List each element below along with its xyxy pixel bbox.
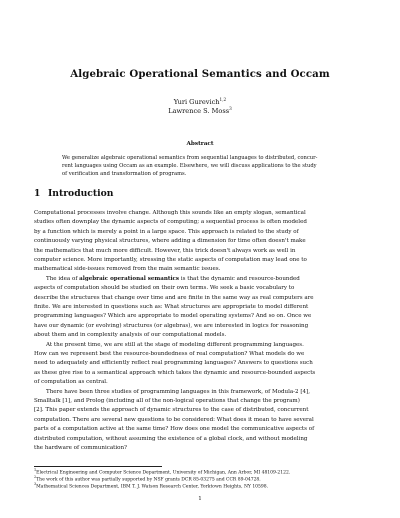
author-2-affiliation-mark: 3: [229, 105, 232, 111]
body-line: distributed computation, without assuming the existence of a global clock, and without modeling: [34, 435, 308, 442]
body-line: programming languages? Which are appropriate to model operating systems? And so on. Once we: [34, 313, 312, 320]
body-line: have our dynamic (or evolving) structures (or algebras), we are interested in logics for reasoning: [34, 322, 309, 329]
body-line: computer science. More importantly, stressing the static aspects of computation may lead one to: [34, 257, 307, 263]
body-line: studies often downplay the dynamic aspects of computing; a sequential process is often modeled: [34, 219, 307, 226]
footnote-text: The work of this author was partially supported by NSF grants DCR 85-03275 and CCR 89-04728.: [36, 477, 261, 483]
body-line: finite. We are interested in questions such as: What structures are appropriate to model different: [34, 304, 309, 310]
body-line: computation. There are several new questions to be considered: What does it mean to have several: [34, 416, 314, 423]
footnote: [34, 484, 268, 490]
page-number: 1: [198, 496, 202, 502]
footnote-rule: [34, 466, 162, 467]
body-line: [46, 277, 300, 283]
body-line: the mathematics that much more difficult. However, this trick doesn't always work as well in: [34, 247, 296, 254]
body-line: parts of a computation active at the same time? How does one model the communicative aspects of: [34, 426, 315, 433]
body-line: How can we represent best the resource-boundedness of real computation? What models do we: [34, 351, 305, 357]
body-line: by a function which is merely a point in a large space. This approach is related to the study of: [34, 228, 299, 235]
section-heading: [34, 188, 113, 199]
body-line: [2]. This paper extends the approach of dynamic structures to the case of distributed, concurrent: [34, 407, 309, 414]
footnote-text: Mathematical Sciences Department, IBM T. J. Watson Research Center, Yorktown Heights, NY 10598.: [36, 484, 269, 490]
author-1-affiliation-mark: 1,2: [219, 96, 227, 102]
key-term: algebraic operational semantics: [79, 275, 180, 282]
body-line: There have been three studies of programming languages in this framework, of Modula-2 [4],: [46, 388, 310, 395]
body-line: Computational processes involve change. Although this sounds like an empty slogan, semantical: [34, 210, 306, 216]
author-2-name: Lawrence S. Moss: [168, 107, 230, 115]
author-2: [0, 107, 400, 115]
body-line: about them and in complexity analysis of our computational models.: [34, 332, 227, 339]
abstract-line: rent languages using Occam as an example. Elsewhere, we will discuss applications to the study: [62, 163, 317, 169]
footnote: [34, 477, 261, 483]
abstract-line: of verification and transformation of programs.: [62, 171, 187, 177]
body-line: Smalltalk [1], and Prolog (including all of the non-logical operations that change the program): [34, 398, 300, 404]
footnote-text: Electrical Engineering and Computer Science Department, University of Michigan, Ann Arbor, MI 48109-2122.: [36, 470, 291, 476]
section-number: 1: [34, 188, 41, 199]
body-text: The idea of: [46, 275, 80, 282]
body-line: At the present time, we are still at the stage of modeling different programming languages.: [46, 341, 304, 348]
footnote-mark: 1: [34, 468, 37, 472]
footnote-mark: 2: [34, 475, 37, 479]
body-line: describe the structures that change over time and are finite in the same way as real computers are: [34, 294, 314, 301]
body-line: mathematical side-issues removed from the main semantic issues.: [34, 266, 221, 273]
body-line: aspects of computation should be studied on their own terms. We seek a basic vocabulary to: [34, 285, 295, 292]
body-line: the hardware of communication?: [34, 445, 128, 451]
body-line: as these give rise to a semantical approach which takes the dynamic and resource-bounded aspects: [34, 369, 316, 376]
body-text: is that the dynamic and resource-bounded: [179, 275, 300, 282]
footnote: [34, 470, 290, 476]
paper-title: Algebraic Operational Semantics and Occam: [70, 68, 330, 80]
body-line: of computation as central.: [34, 379, 108, 386]
section-title: Introduction: [48, 188, 114, 199]
footnote-mark: 3: [34, 482, 37, 486]
author-1-name: Yuri Gurevich: [173, 98, 220, 106]
author-1: [0, 98, 400, 106]
abstract-heading: Abstract: [186, 141, 214, 147]
body-line: need to adequately and efficiently reflect real programming languages? Answers to questions such: [34, 360, 313, 367]
abstract-line: We generalize algebraic operational semantics from sequential languages to distributed, concur-: [62, 155, 318, 161]
body-line: continuously varying physical structures, where adding a dimension for time often doesn't make: [34, 238, 306, 245]
